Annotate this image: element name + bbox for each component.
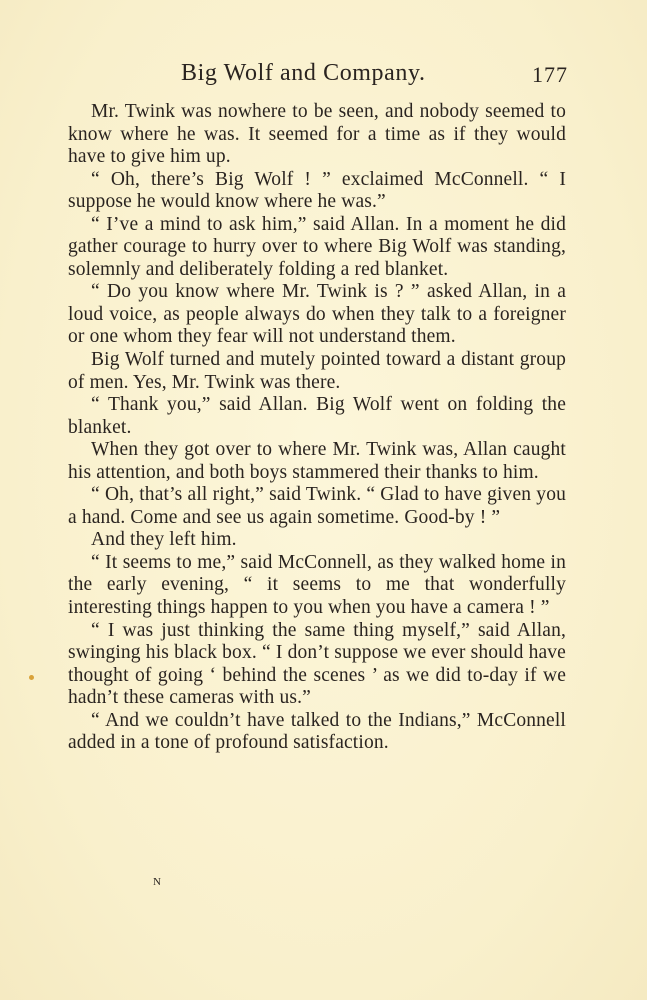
paragraph: And they left him. <box>91 529 237 551</box>
paragraph: “ It seems to me,” said McConnell, as they walked home in the early evening, “ it seems to me that wonderfully interesting things happen to you when you have a camera ! ” <box>68 551 566 619</box>
running-title: Big Wolf and Company. <box>181 60 426 86</box>
paragraph: When they got over to where Mr. Twink was, Allan caught his attention, and both boys stammered their thanks to him. <box>68 439 566 483</box>
paragraph: “ Thank you,” said Allan. Big Wolf went on folding the blanket. <box>68 394 566 438</box>
margin-ink-spot <box>29 675 34 680</box>
paragraph: Mr. Twink was nowhere to be seen, and nobody seemed to know where he was. It seemed for a time as if they would have to give him up. <box>68 101 566 168</box>
paragraph: Big Wolf turned and mutely pointed toward a distant group of men. Yes, Mr. Twink was there. <box>68 349 566 393</box>
paragraph: “ Oh, there’s Big Wolf ! ” exclaimed McConnell. “ I suppose he would know where he was.” <box>68 168 566 213</box>
body-text <box>68 101 566 755</box>
paragraph: “ I’ve a mind to ask him,” said Allan. In a moment he did gather courage to hurry over to where Big Wolf was standing, solemnly and deliberately folding a red blanket. <box>68 213 566 280</box>
paragraph: “ I was just thinking the same thing myself,” said Allan, swinging his black box. “ I don’t suppose we ever should have thought of going ‘ behind the scenes ’ as we did to-day if we hadn’t these cameras with us.” <box>68 619 566 709</box>
page-number: 177 <box>532 62 568 87</box>
signature-mark: N <box>153 876 162 888</box>
paragraph: “ Oh, that’s all right,” said Twink. “ Glad to have given you a hand. Come and see us again sometime. Good-by ! ” <box>68 484 566 528</box>
paragraph: “ And we couldn’t have talked to the Indians,” McConnell added in a tone of profound satisfaction. <box>68 709 566 754</box>
paragraph: “ Do you know where Mr. Twink is ? ” asked Allan, in a loud voice, as people always do when they talk to a foreigner or one whom they fear will not understand them. <box>68 281 566 348</box>
